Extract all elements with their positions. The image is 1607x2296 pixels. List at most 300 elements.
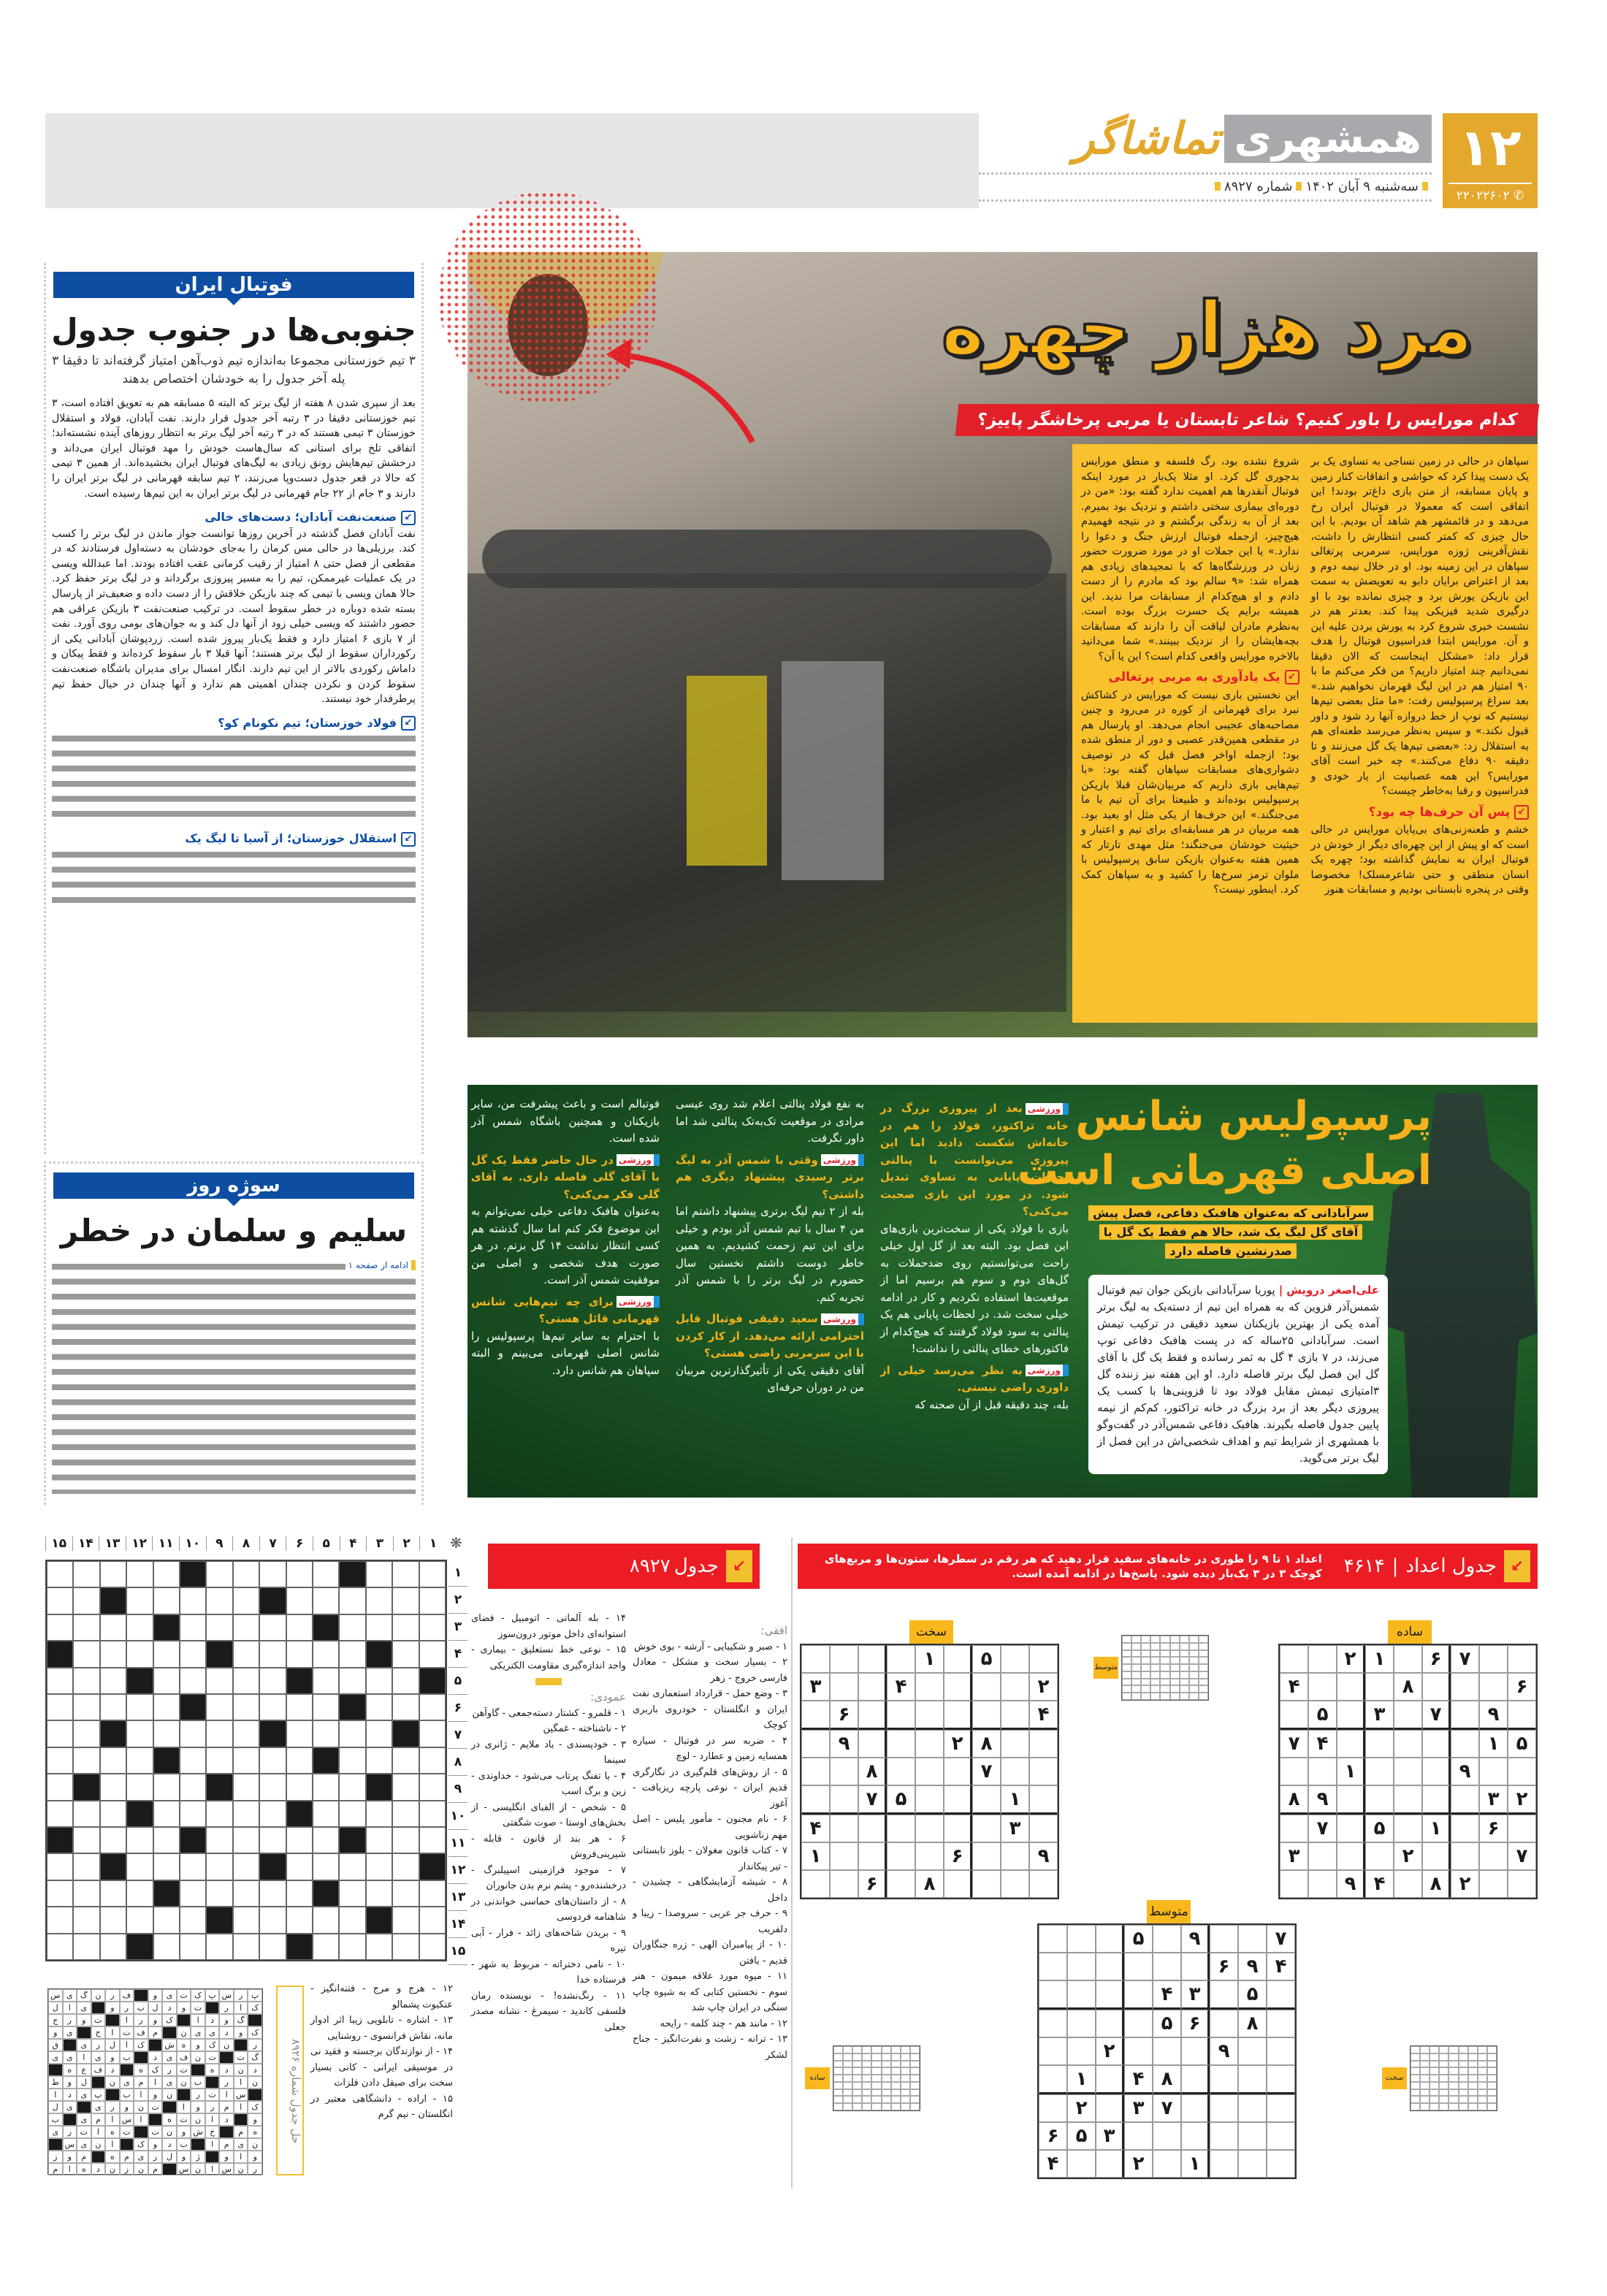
sudoku-cell[interactable]: ۷ (1280, 1730, 1308, 1758)
sudoku-cell[interactable] (1001, 1730, 1029, 1758)
sudoku-cell[interactable]: ۳ (1280, 1842, 1308, 1870)
crossword-cell[interactable] (47, 1801, 73, 1827)
crossword-cell[interactable] (233, 1587, 259, 1614)
crossword-cell[interactable] (233, 1880, 259, 1907)
sudoku-cell[interactable]: ۴ (801, 1815, 830, 1842)
crossword-cell[interactable] (419, 1747, 446, 1774)
sudoku-cell[interactable] (1001, 1645, 1029, 1673)
crossword-cell[interactable] (153, 1801, 180, 1827)
sudoku-cell[interactable]: ۴ (1308, 1730, 1337, 1758)
sudoku-cell[interactable]: ۵ (972, 1645, 1001, 1673)
sudoku-cell[interactable] (1451, 1785, 1479, 1815)
crossword-cell[interactable] (206, 1853, 232, 1880)
crossword-cell[interactable] (180, 1880, 206, 1907)
crossword-cell[interactable] (180, 1907, 206, 1933)
sudoku-cell[interactable]: ۷ (1451, 1645, 1479, 1673)
sudoku-cell[interactable] (887, 1730, 915, 1758)
crossword-cell[interactable] (259, 1827, 286, 1853)
crossword-cell[interactable] (313, 1827, 339, 1853)
sudoku-cell[interactable]: ۶ (858, 1870, 887, 1898)
crossword-cell[interactable] (126, 1747, 153, 1774)
crossword-cell[interactable] (100, 1827, 126, 1853)
sudoku-cell[interactable]: ۱ (1067, 2065, 1096, 2094)
sudoku-cell[interactable] (1451, 1701, 1479, 1730)
sudoku-cell[interactable] (1337, 1785, 1365, 1815)
crossword-cell[interactable] (206, 1801, 232, 1827)
sudoku-cell[interactable] (1238, 2065, 1267, 2094)
crossword-cell[interactable] (206, 1587, 232, 1614)
sudoku-cell[interactable] (1096, 2150, 1124, 2178)
sudoku-cell[interactable] (1267, 2150, 1295, 2178)
sudoku-cell[interactable] (887, 1758, 915, 1785)
crossword-cell[interactable] (126, 1614, 153, 1641)
crossword-cell[interactable] (47, 1747, 73, 1774)
crossword-cell[interactable] (126, 1853, 153, 1880)
sudoku-cell[interactable]: ۳ (1001, 1815, 1029, 1842)
sudoku-cell[interactable] (1308, 1870, 1337, 1898)
sudoku-cell[interactable] (1365, 1842, 1394, 1870)
crossword-cell[interactable] (73, 1880, 99, 1907)
crossword-cell[interactable] (366, 1694, 392, 1720)
crossword-cell[interactable] (73, 1614, 99, 1641)
crossword-cell[interactable] (259, 1614, 286, 1641)
crossword-cell[interactable] (259, 1561, 286, 1587)
sudoku-cell[interactable]: ۷ (858, 1785, 887, 1815)
sudoku-cell[interactable] (1029, 1645, 1058, 1673)
crossword-cell[interactable] (339, 1801, 365, 1827)
crossword-cell[interactable] (419, 1694, 446, 1720)
crossword-cell[interactable] (286, 1907, 313, 1933)
sudoku-cell[interactable] (972, 1673, 1001, 1701)
sudoku-cell[interactable] (1001, 1842, 1029, 1870)
continued-from-page-1[interactable]: ادامه از صفحه ۱ (346, 1260, 416, 1270)
sudoku-cell[interactable] (1096, 1925, 1124, 1953)
sudoku-cell[interactable] (1479, 1673, 1508, 1701)
sudoku-cell[interactable] (1210, 2094, 1238, 2122)
crossword-cell[interactable] (47, 1668, 73, 1694)
sudoku-cell[interactable] (1124, 1980, 1153, 2010)
crossword-cell[interactable] (392, 1747, 419, 1774)
sudoku-cell[interactable] (1029, 1785, 1058, 1815)
crossword-cell[interactable] (180, 1934, 206, 1960)
sudoku-cell[interactable] (1238, 2037, 1267, 2065)
sudoku-cell[interactable]: ۲ (1337, 1645, 1365, 1673)
crossword-cell[interactable] (419, 1827, 446, 1853)
crossword-cell[interactable] (339, 1880, 365, 1907)
crossword-cell[interactable] (419, 1720, 446, 1747)
crossword-cell[interactable] (339, 1668, 365, 1694)
crossword-cell[interactable] (392, 1641, 419, 1667)
crossword-cell[interactable] (206, 1827, 232, 1853)
crossword-cell[interactable] (259, 1880, 286, 1907)
crossword-cell[interactable] (153, 1668, 180, 1694)
sudoku-cell[interactable] (1096, 2094, 1124, 2122)
sudoku-cell[interactable] (1210, 2010, 1238, 2037)
sudoku-cell[interactable]: ۵ (1508, 1730, 1536, 1758)
sudoku-cell[interactable]: ۱ (801, 1842, 830, 1870)
sudoku-cell[interactable] (1124, 2037, 1153, 2065)
sudoku-cell[interactable]: ۴ (1029, 1701, 1058, 1730)
sudoku-cell[interactable] (1337, 1730, 1365, 1758)
sudoku-cell[interactable] (1337, 1673, 1365, 1701)
crossword-cell[interactable] (419, 1801, 446, 1827)
sudoku-cell[interactable] (915, 1815, 944, 1842)
crossword-cell[interactable] (286, 1587, 313, 1614)
sudoku-cell[interactable] (1181, 1953, 1210, 1980)
crossword-cell[interactable] (392, 1694, 419, 1720)
sudoku-cell[interactable]: ۲ (1508, 1785, 1536, 1815)
sudoku-cell[interactable]: ۲ (1067, 2094, 1096, 2122)
sudoku-cell[interactable] (1001, 1673, 1029, 1701)
sudoku-cell[interactable] (1238, 2150, 1267, 2178)
sudoku-cell[interactable] (1267, 2122, 1295, 2150)
sudoku-cell[interactable] (1451, 1815, 1479, 1842)
sudoku-cell[interactable] (1451, 1730, 1479, 1758)
sudoku-cell[interactable] (801, 1645, 830, 1673)
sudoku-cell[interactable] (1479, 1645, 1508, 1673)
crossword-cell[interactable] (233, 1720, 259, 1747)
sudoku-cell[interactable]: ۵ (1067, 2122, 1096, 2150)
sudoku-cell[interactable]: ۱ (1365, 1645, 1394, 1673)
sudoku-cell[interactable] (887, 1815, 915, 1842)
sudoku-cell[interactable]: ۶ (1210, 1953, 1238, 1980)
sudoku-cell[interactable] (1039, 2037, 1067, 2065)
crossword-cell[interactable] (392, 1614, 419, 1641)
sudoku-cell[interactable] (830, 1758, 858, 1785)
crossword-cell[interactable] (153, 1774, 180, 1800)
sudoku-cell[interactable] (1181, 2065, 1210, 2094)
crossword-cell[interactable] (126, 1880, 153, 1907)
crossword-cell[interactable] (47, 1880, 73, 1907)
sudoku-cell[interactable] (1267, 2065, 1295, 2094)
crossword-cell[interactable] (100, 1614, 126, 1641)
crossword-cell[interactable] (259, 1641, 286, 1667)
crossword-cell[interactable] (47, 1853, 73, 1880)
sudoku-cell[interactable] (972, 1815, 1001, 1842)
crossword-cell[interactable] (313, 1561, 339, 1587)
crossword-cell[interactable] (392, 1934, 419, 1960)
crossword-cell[interactable] (233, 1907, 259, 1933)
crossword-cell[interactable] (233, 1561, 259, 1587)
crossword-cell[interactable] (206, 1720, 232, 1747)
crossword-cell[interactable] (339, 1774, 365, 1800)
sudoku-cell[interactable]: ۸ (972, 1730, 1001, 1758)
sudoku-cell[interactable] (944, 1815, 972, 1842)
crossword-cell[interactable] (126, 1587, 153, 1614)
sudoku-cell[interactable] (830, 1842, 858, 1870)
sudoku-cell[interactable] (1238, 2094, 1267, 2122)
sudoku-cell[interactable]: ۱ (1422, 1815, 1451, 1842)
crossword-cell[interactable] (419, 1880, 446, 1907)
sudoku-cell[interactable] (1337, 1701, 1365, 1730)
sudoku-cell[interactable] (1124, 2122, 1153, 2150)
sudoku-cell[interactable] (944, 1758, 972, 1785)
sudoku-cell[interactable] (1267, 2010, 1295, 2037)
crossword-cell[interactable] (153, 1561, 180, 1587)
sudoku-cell[interactable]: ۵ (1365, 1815, 1394, 1842)
crossword-cell[interactable] (339, 1934, 365, 1960)
sudoku-cell[interactable] (1001, 1701, 1029, 1730)
sudoku-cell[interactable] (1394, 1645, 1422, 1673)
sudoku-cell[interactable]: ۱ (1181, 2150, 1210, 2178)
sudoku-cell[interactable] (944, 1701, 972, 1730)
crossword-cell[interactable] (180, 1614, 206, 1641)
crossword-cell[interactable] (100, 1801, 126, 1827)
sudoku-cell[interactable]: ۶ (1479, 1815, 1508, 1842)
crossword-cell[interactable] (180, 1587, 206, 1614)
sudoku-cell[interactable]: ۸ (858, 1758, 887, 1785)
sudoku-cell[interactable] (1001, 1870, 1029, 1898)
crossword-cell[interactable] (47, 1720, 73, 1747)
sudoku-cell[interactable] (858, 1815, 887, 1842)
crossword-cell[interactable] (392, 1774, 419, 1800)
sudoku-cell[interactable] (1280, 1870, 1308, 1898)
sudoku-cell[interactable] (887, 1842, 915, 1870)
sudoku-cell[interactable] (1238, 2122, 1267, 2150)
sudoku-cell[interactable] (1067, 2037, 1096, 2065)
crossword-cell[interactable] (366, 1880, 392, 1907)
sudoku-cell[interactable] (1153, 2122, 1181, 2150)
crossword-cell[interactable] (259, 1747, 286, 1774)
sudoku-cell[interactable]: ۷ (1267, 1925, 1295, 1953)
crossword-cell[interactable] (153, 1641, 180, 1667)
sudoku-cell[interactable] (915, 1758, 944, 1785)
sudoku-cell[interactable] (1508, 1815, 1536, 1842)
crossword-cell[interactable] (419, 1561, 446, 1587)
sudoku-cell[interactable] (1451, 1842, 1479, 1870)
sudoku-cell[interactable]: ۱ (915, 1645, 944, 1673)
crossword-cell[interactable] (339, 1587, 365, 1614)
sudoku-cell[interactable] (1308, 1673, 1337, 1701)
crossword-cell[interactable] (126, 1641, 153, 1667)
sudoku-cell[interactable] (1267, 2094, 1295, 2122)
sudoku-cell[interactable] (1394, 1730, 1422, 1758)
sudoku-cell[interactable] (887, 1701, 915, 1730)
sudoku-cell[interactable]: ۹ (1337, 1870, 1365, 1898)
crossword-cell[interactable] (100, 1561, 126, 1587)
crossword-cell[interactable] (153, 1587, 180, 1614)
crossword-cell[interactable] (47, 1561, 73, 1587)
sudoku-cell[interactable]: ۹ (1308, 1785, 1337, 1815)
sudoku-cell[interactable]: ۹ (1181, 1925, 1210, 1953)
sudoku-cell[interactable] (972, 1701, 1001, 1730)
crossword-cell[interactable] (126, 1827, 153, 1853)
sudoku-cell[interactable] (801, 1730, 830, 1758)
sudoku-cell[interactable]: ۹ (1479, 1701, 1508, 1730)
sudoku-grid[interactable] (1037, 1923, 1297, 2179)
crossword-cell[interactable] (233, 1747, 259, 1774)
sudoku-cell[interactable]: ۶ (1508, 1673, 1536, 1701)
sudoku-cell[interactable] (1153, 1953, 1181, 1980)
sudoku-cell[interactable] (1479, 1758, 1508, 1785)
crossword-cell[interactable] (313, 1694, 339, 1720)
crossword-cell[interactable] (206, 1614, 232, 1641)
crossword-cell[interactable] (392, 1801, 419, 1827)
crossword-cell[interactable] (47, 1907, 73, 1933)
crossword-cell[interactable] (313, 1720, 339, 1747)
sudoku-cell[interactable] (1422, 1785, 1451, 1815)
crossword-cell[interactable] (233, 1641, 259, 1667)
sudoku-cell[interactable] (1267, 2037, 1295, 2065)
crossword-cell[interactable] (313, 1641, 339, 1667)
sudoku-cell[interactable]: ۸ (1238, 2010, 1267, 2037)
sudoku-cell[interactable] (1067, 1925, 1096, 1953)
crossword-cell[interactable] (366, 1934, 392, 1960)
sudoku-cell[interactable] (1394, 1870, 1422, 1898)
sudoku-cell[interactable] (1067, 1953, 1096, 1980)
crossword-cell[interactable] (100, 1668, 126, 1694)
sudoku-cell[interactable] (1280, 1815, 1308, 1842)
sudoku-cell[interactable] (915, 1701, 944, 1730)
sudoku-cell[interactable] (858, 1730, 887, 1758)
sudoku-cell[interactable] (1001, 1758, 1029, 1785)
sudoku-cell[interactable] (1479, 1842, 1508, 1870)
sudoku-cell[interactable]: ۵ (1124, 1925, 1153, 1953)
sudoku-cell[interactable]: ۲ (1394, 1842, 1422, 1870)
crossword-cell[interactable] (100, 1747, 126, 1774)
sudoku-cell[interactable] (1153, 2037, 1181, 2065)
sudoku-cell[interactable] (1479, 1870, 1508, 1898)
sudoku-cell[interactable] (1508, 1758, 1536, 1785)
crossword-cell[interactable] (233, 1774, 259, 1800)
sudoku-cell[interactable] (1029, 1870, 1058, 1898)
crossword-cell[interactable] (259, 1934, 286, 1960)
sudoku-cell[interactable] (1280, 1758, 1308, 1785)
sudoku-cell[interactable]: ۸ (1422, 1870, 1451, 1898)
sudoku-cell[interactable] (1181, 2122, 1210, 2150)
sudoku-cell[interactable]: ۳ (1479, 1785, 1508, 1815)
sudoku-cell[interactable] (1422, 1673, 1451, 1701)
crossword-cell[interactable] (366, 1853, 392, 1880)
crossword-cell[interactable] (206, 1747, 232, 1774)
sudoku-grid[interactable] (800, 1644, 1059, 1899)
crossword-cell[interactable] (339, 1747, 365, 1774)
crossword-cell[interactable] (392, 1587, 419, 1614)
crossword-cell[interactable] (206, 1561, 232, 1587)
sudoku-cell[interactable] (830, 1645, 858, 1673)
crossword-cell[interactable] (286, 1827, 313, 1853)
crossword-cell[interactable] (286, 1853, 313, 1880)
sudoku-cell[interactable] (1451, 1673, 1479, 1701)
sudoku-cell[interactable]: ۴ (1280, 1673, 1308, 1701)
sudoku-cell[interactable] (972, 1842, 1001, 1870)
sudoku-cell[interactable] (1067, 2150, 1096, 2178)
crossword-cell[interactable] (366, 1747, 392, 1774)
crossword-cell[interactable] (100, 1907, 126, 1933)
sudoku-cell[interactable] (830, 1870, 858, 1898)
crossword-cell[interactable] (259, 1774, 286, 1800)
crossword-cell[interactable] (419, 1614, 446, 1641)
sudoku-cell[interactable] (887, 1645, 915, 1673)
sudoku-cell[interactable]: ۴ (887, 1673, 915, 1701)
crossword-cell[interactable] (153, 1853, 180, 1880)
sudoku-cell[interactable]: ۴ (1365, 1870, 1394, 1898)
crossword-cell[interactable] (180, 1720, 206, 1747)
sudoku-cell[interactable] (801, 1870, 830, 1898)
crossword-cell[interactable] (126, 1561, 153, 1587)
crossword-cell[interactable] (73, 1694, 99, 1720)
sudoku-cell[interactable] (1508, 1645, 1536, 1673)
crossword-cell[interactable] (100, 1774, 126, 1800)
crossword-cell[interactable] (286, 1694, 313, 1720)
crossword-cell[interactable] (259, 1668, 286, 1694)
crossword-cell[interactable] (419, 1587, 446, 1614)
sudoku-cell[interactable] (1508, 1870, 1536, 1898)
sudoku-cell[interactable]: ۳ (1096, 2122, 1124, 2150)
sudoku-cell[interactable] (1096, 2010, 1124, 2037)
sudoku-cell[interactable] (1067, 2010, 1096, 2037)
crossword-cell[interactable] (73, 1668, 99, 1694)
sudoku-cell[interactable]: ۸ (1153, 2065, 1181, 2094)
sudoku-cell[interactable] (1337, 1815, 1365, 1842)
sudoku-cell[interactable] (1039, 1980, 1067, 2010)
sudoku-cell[interactable] (1308, 1758, 1337, 1785)
sudoku-cell[interactable] (1096, 2065, 1124, 2094)
sudoku-cell[interactable] (858, 1842, 887, 1870)
crossword-cell[interactable] (180, 1774, 206, 1800)
sudoku-cell[interactable] (1181, 2037, 1210, 2065)
sudoku-cell[interactable]: ۶ (944, 1842, 972, 1870)
sudoku-cell[interactable]: ۹ (1451, 1758, 1479, 1785)
sudoku-cell[interactable] (1365, 1730, 1394, 1758)
crossword-cell[interactable] (73, 1853, 99, 1880)
crossword-cell[interactable] (366, 1720, 392, 1747)
sudoku-cell[interactable]: ۷ (972, 1758, 1001, 1785)
sudoku-cell[interactable] (1039, 1925, 1067, 1953)
crossword-cell[interactable] (233, 1801, 259, 1827)
sudoku-cell[interactable]: ۹ (1238, 1953, 1267, 1980)
crossword-cell[interactable] (233, 1827, 259, 1853)
sudoku-cell[interactable] (944, 1645, 972, 1673)
crossword-cell[interactable] (206, 1668, 232, 1694)
sudoku-cell[interactable] (1394, 1758, 1422, 1785)
crossword-cell[interactable] (47, 1934, 73, 1960)
crossword-cell[interactable] (392, 1853, 419, 1880)
sudoku-cell[interactable] (1153, 1925, 1181, 1953)
sudoku-cell[interactable]: ۹ (1029, 1842, 1058, 1870)
crossword-cell[interactable] (392, 1880, 419, 1907)
crossword-cell[interactable] (233, 1668, 259, 1694)
crossword-cell[interactable] (286, 1774, 313, 1800)
sudoku-grid[interactable] (1278, 1644, 1538, 1899)
crossword-cell[interactable] (392, 1827, 419, 1853)
sudoku-cell[interactable]: ۴ (1153, 1980, 1181, 2010)
crossword-cell[interactable] (73, 1801, 99, 1827)
crossword-cell[interactable] (233, 1694, 259, 1720)
crossword-cell[interactable] (47, 1587, 73, 1614)
crossword-cell[interactable] (419, 1907, 446, 1933)
crossword-cell[interactable] (153, 1694, 180, 1720)
crossword-cell[interactable] (366, 1587, 392, 1614)
crossword-cell[interactable] (392, 1668, 419, 1694)
sudoku-cell[interactable] (972, 1870, 1001, 1898)
sudoku-cell[interactable]: ۳ (1181, 1980, 1210, 2010)
crossword-cell[interactable] (286, 1720, 313, 1747)
sudoku-cell[interactable] (1181, 2094, 1210, 2122)
crossword-cell[interactable] (47, 1694, 73, 1720)
sudoku-cell[interactable]: ۶ (1181, 2010, 1210, 2037)
sudoku-cell[interactable] (1337, 1842, 1365, 1870)
sudoku-cell[interactable]: ۲ (1096, 2037, 1124, 2065)
crossword-cell[interactable] (180, 1853, 206, 1880)
crossword-cell[interactable] (206, 1934, 232, 1960)
crossword-cell[interactable] (313, 1853, 339, 1880)
sudoku-cell[interactable] (1394, 1785, 1422, 1815)
crossword-cell[interactable] (259, 1801, 286, 1827)
sudoku-cell[interactable] (1210, 1980, 1238, 2010)
sudoku-cell[interactable] (1365, 1673, 1394, 1701)
crossword-cell[interactable] (366, 1827, 392, 1853)
